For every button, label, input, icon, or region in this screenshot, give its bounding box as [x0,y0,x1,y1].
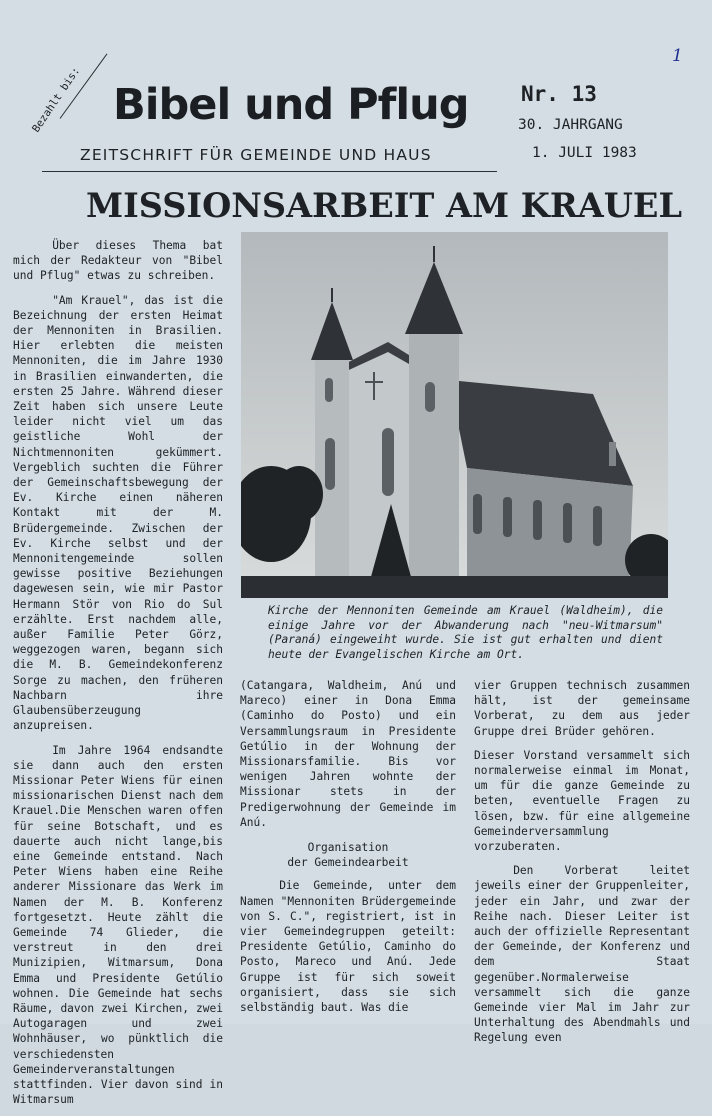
paragraph: Über dieses Thema bat mich der Redakteur von "Bibel und Pflug" etwas zu schreiben. [13,239,223,283]
paragraph: (Catangara, Waldheim, Anú und Mareco) einer in Dona Emma (Caminho do Posto) und ein Versammlungsraum in Presidente Getúlio in der Wohnung der Missionarsfamilie. Bis vor wenigen Jahren wohnte der Missionar stets in der Predigerwohnung der Gemeinde im Anú. [240,679,456,829]
masthead-rule [42,171,497,172]
volume-year: 30. JAHRGANG [518,117,623,133]
subheading-line: Organisation [307,841,389,855]
issue-number: Nr. 13 [521,82,597,106]
subheading-line: der Gemeindearbeit [287,856,409,870]
article-column-3 [474,678,690,1055]
issue-date: 1. JULI 1983 [532,145,637,161]
article-column-1 [13,238,223,1116]
church-photo-illustration [241,232,668,598]
paragraph: "Am Krauel", das ist die Bezeichnung der ersten Heimat der Mennoniten in Brasilien. Hier erlebten die meisten Mennoniten, die im Jahre 1930 in Brasilien einwanderten, die ersten 25 Jahre. Während dieser Zeit haben sich unsere Leute leider nicht viel um das geistliche Wohl der Nichtmennoniten gekümmert. Vergeblich suchten die Führer der Gemeinschaftsbewegung der Ev. Kirche einen näheren Kontakt mit der M. Brüdergemeinde. Zwischen der Ev. Kirche selbst und der Mennonitengemeinde sollen gewisse positive Beziehungen dagewesen sein, wie mir Pastor Hermann Stör von Rio do Sul erzählte. Erst nachdem alle, außer Familie Peter Görz, weggezogen waren, begann sich die M. B. Gemeindekonferenz Sorge zu machen, den früheren Nachbarn ihre Glaubensüberzeugung anzupreisen. [13,293,223,733]
section-subheading [240,840,456,870]
article-column-2 [240,678,456,1024]
handwritten-page-mark: 1 [672,46,683,66]
masthead-title: Bibel und Pflug [113,80,469,130]
paragraph: Dieser Vorstand versammelt sich normalerweise einmal im Monat, um für die ganze Gemeinde zu beten, eventuelle Fragen zu lösen, bzw. für eine allgemeine Gemeinderversammlung vorzuberaten. [474,748,690,854]
paragraph: Den Vorberat leitet jeweils einer der Gruppenleiter, jeder ein Jahr, und zwar der Reihe nach. Dieser Leiter ist auch der offizielle Representant der Gemeinde, der Konferenz und dem Staat gegenüber.Normalerweise versammelt sich die ganze Gemeinde vier Mal im Jahr zur Unterhaltung des Abendmahls und Regelung even [474,864,690,1045]
paragraph: Die Gemeinde, unter dem Namen "Mennoniten Brüdergemeinde von S. C.", registriert, ist in vier Gemeindegruppen geteilt: Presidente Getúlio, Caminho do Posto, Mareco und Anú. Jede Gruppe ist für sich soweit organisiert, dass sie sich selbständig baut. Was die [240,879,456,1015]
paragraph: vier Gruppen technisch zusammen hält, ist der gemeinsame Vorberat, zu dem aus jeder Gruppe drei Brüder gehören. [474,679,690,738]
paragraph: Im Jahre 1964 endsandte sie dann auch den ersten Missionar Peter Wiens für einen missionarischen Dienst nach dem Krauel.Die Menschen waren offen für seine Botschaft, und es dauerte auch nicht lange,bis eine Gemeinde entstand. Nach Peter Wiens haben eine Reihe anderer Missionare das Werk im Namen der M. B. Konferenz fortgesetzt. Heute zählt die Gemeinde 74 Glieder, die verstreut in den drei Munizipien, Witmarsum, Dona Emma und Presidente Getúlio wohnen. Die Gemeinde hat sechs Räume, davon zwei Kirchen, zwei Autogaragen und zwei Wohnhäuser, wo pünktlich die verschiedensten Gemeinderveranstaltungen stattfinden. Vier davon sind in Witmarsum [13,743,223,1107]
photo-caption: Kirche der Mennoniten Gemeinde am Krauel (Waldheim), die einige Jahre vor der Abwanderung nach "neu-Witmarsum" (Paraná) eingeweiht wurde. Sie ist gut erhalten und dient heute der Evangelischen Kirche am Ort. [268,604,663,661]
church-photo [241,232,668,598]
masthead-subtitle: ZEITSCHRIFT FÜR GEMEINDE UND HAUS [80,146,432,164]
article-headline: MISSIONSARBEIT AM KRAUEL [86,186,682,225]
paid-until-stamp: Bezahlt bis: [30,65,83,135]
